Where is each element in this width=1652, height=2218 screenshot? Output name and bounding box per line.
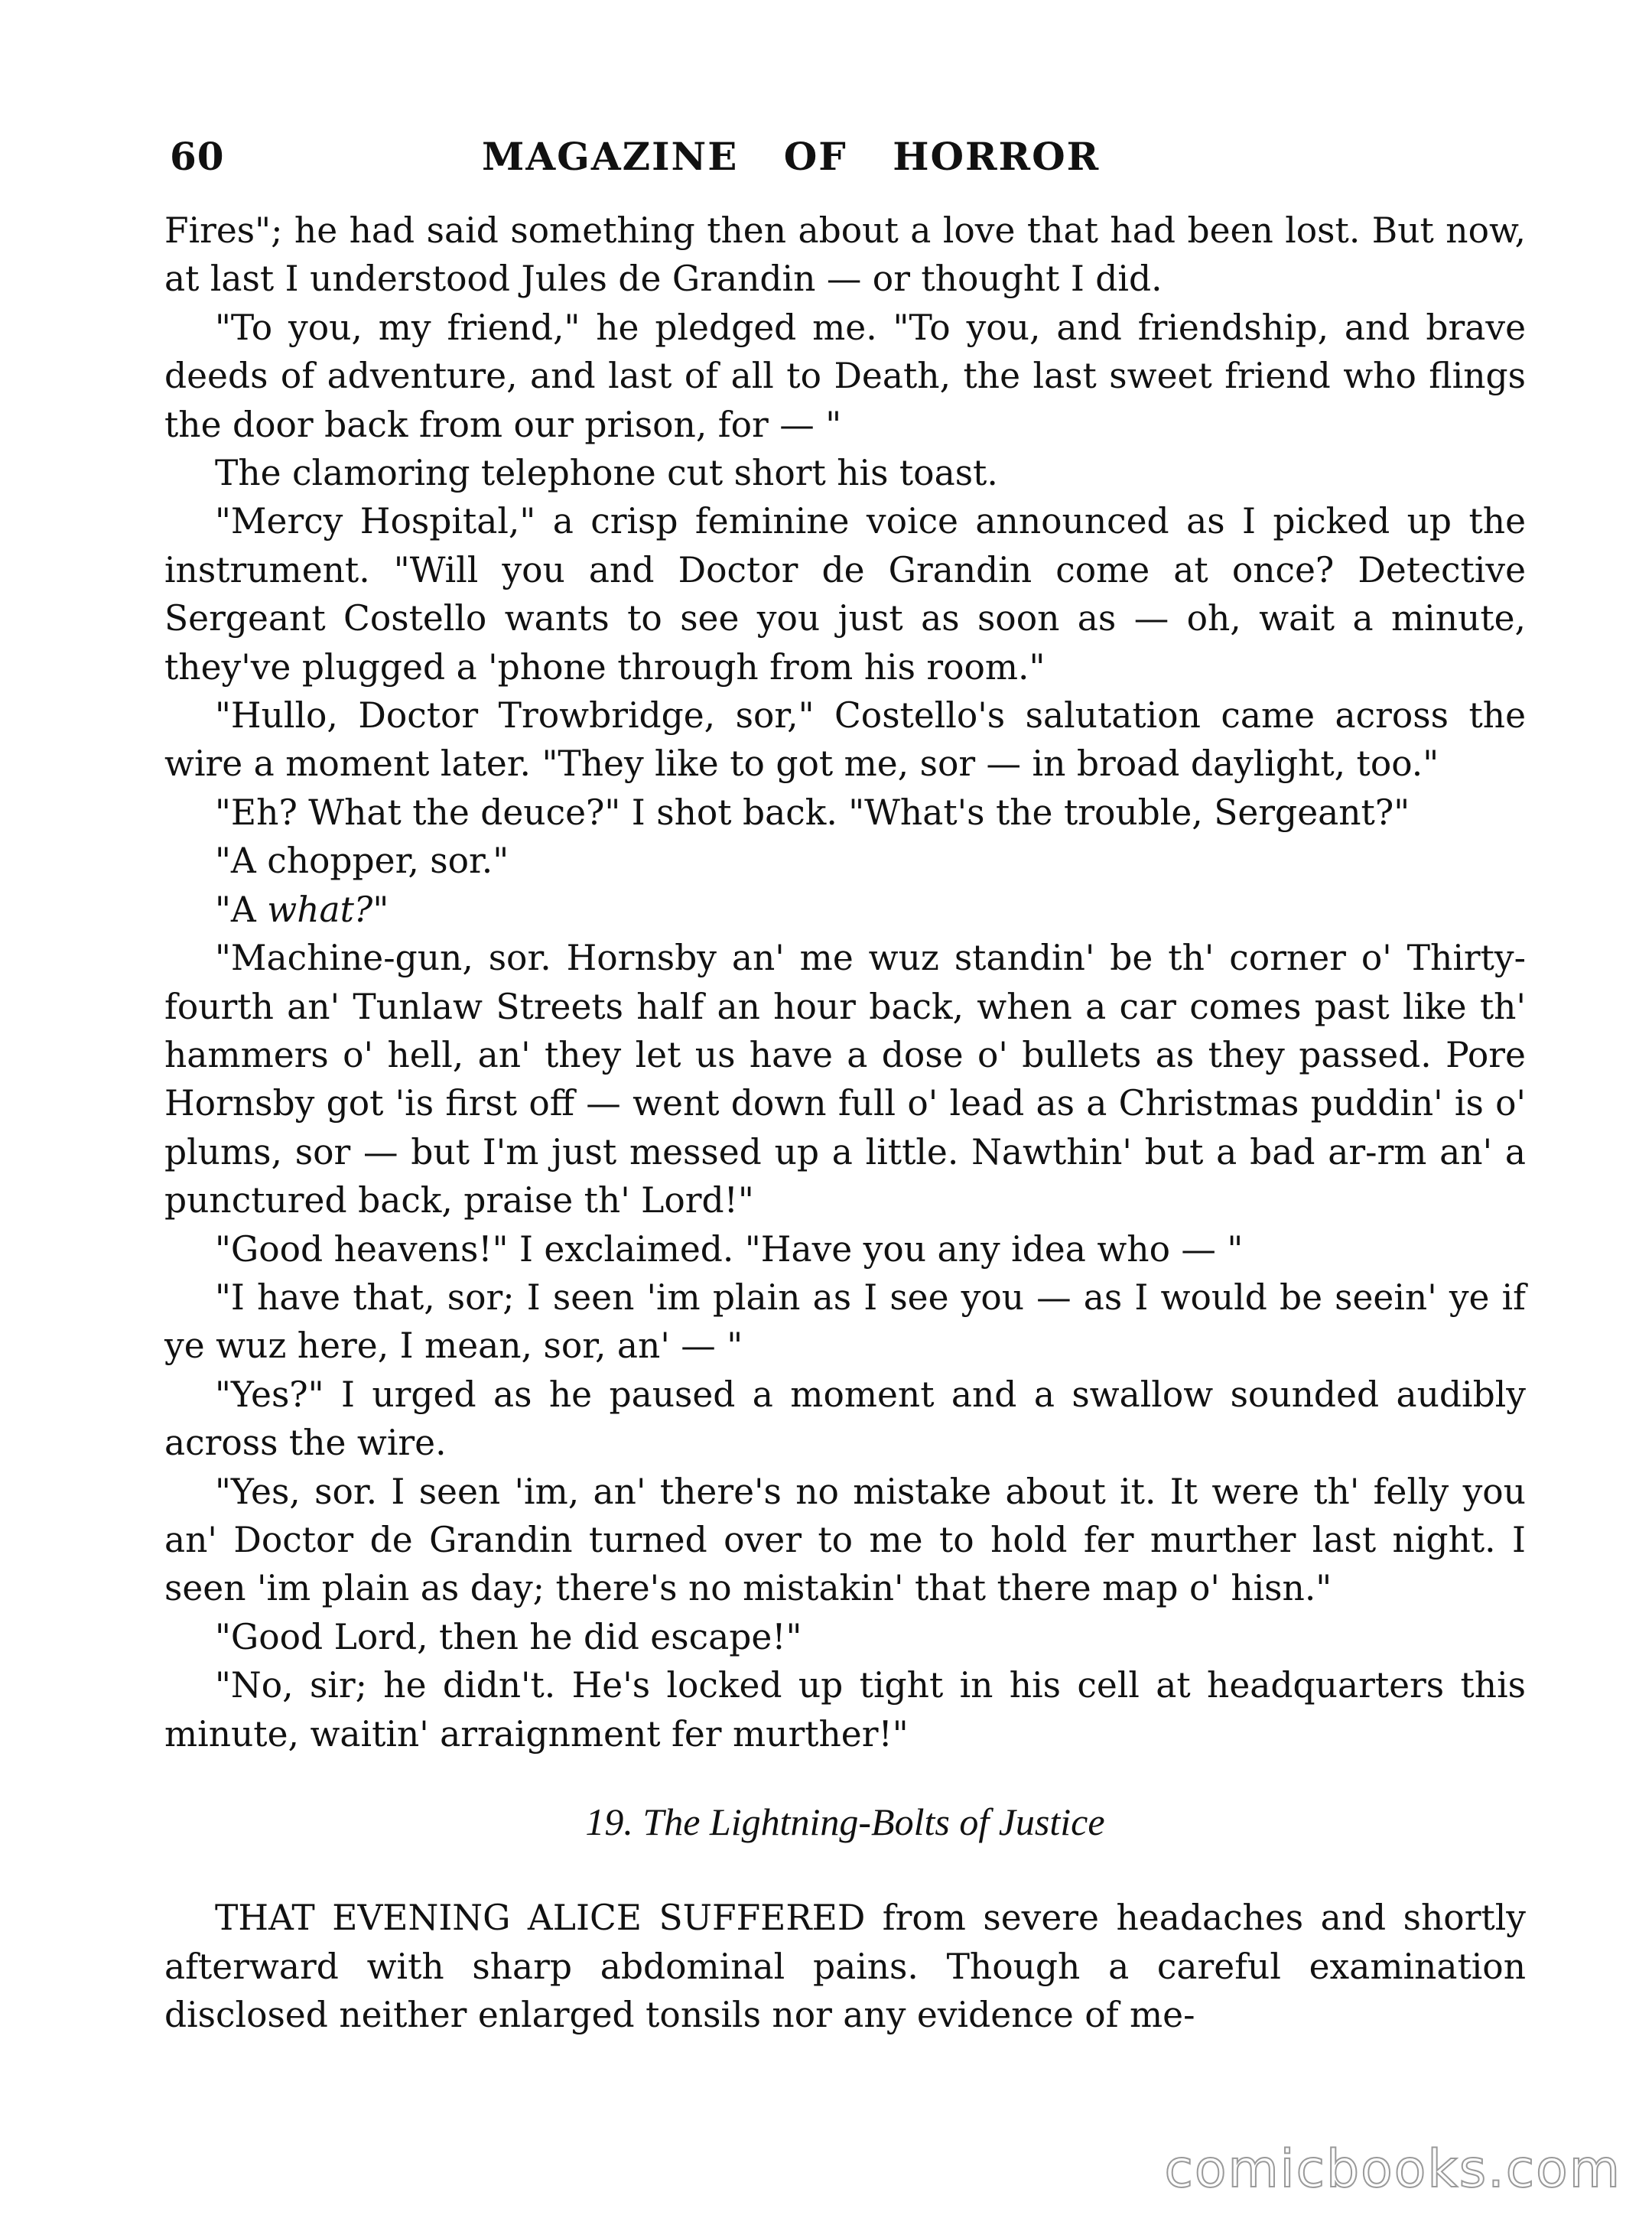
paragraph: "A chopper, sor." [215,841,509,882]
paragraph: "Good Lord, then he did escape!" [215,1616,802,1657]
paragraph: "Yes, sor. I seen 'im, an' there's no mistake about it. It were th' felly you an' Doctor de Grandin turned over to me to hold fer murther last night. I seen 'im plain as day; there's no mistakin' that there map o' hisn." [164,1471,1526,1609]
paragraph [164,886,1526,934]
closing-quote: " [372,889,389,930]
watermark-logo: comicbooks.com [1164,2139,1621,2200]
story-text [164,207,1526,2040]
paragraph: The clamoring telephone cut short his toast. [215,453,998,494]
paragraph: "Yes?" I urged as he paused a moment and a swallow sounded audibly across the wire. [164,1374,1526,1464]
paragraph: "I have that, sor; I seen 'im plain as I see you — as I would be seein' ye if ye wuz here, I mean, sor, an' — " [164,1276,1526,1367]
page-number: 60 [170,134,225,179]
italic-word: what? [267,889,373,930]
paragraph-text: "A [215,889,268,930]
page-header [170,134,1516,195]
paragraph: "To you, my friend," he pledged me. "To you, and friendship, and brave deeds of adventure, and last of all to Death, the last sweet friend who flings the door back from our prison, for — " [164,307,1526,445]
paragraph: "Hullo, Doctor Trowbridge, sor," Costello's salutation came across the wire a moment later. "They like to got me, sor — in broad daylight, too." [164,695,1526,785]
paragraph: Fires"; he had said something then about a love that had been lost. But now, at last I understood Jules de Grandin — or thought I did. [164,210,1526,300]
paragraph: "Eh? What the deuce?" I shot back. "What's the trouble, Sergeant?" [215,792,1410,833]
running-head: MAGAZINE OF HORROR [482,134,1101,179]
paragraph: "Mercy Hospital," a crisp feminine voice announced as I picked up the instrument. "Will you and Doctor de Grandin come at once? Detective Sergeant Costello wants to see you just as soon as — oh, wait a minute, they've plugged a 'phone through from his room." [164,501,1526,688]
paragraph: "Machine-gun, sor. Hornsby an' me wuz standin' be th' corner o' Thirty-fourth an' Tunlaw Streets half an hour back, when a car comes past like th' hammers o' hell, an' they let us have a dose o' bullets as they passed. Pore Hornsby got 'is first off — went down full o' lead as a Christmas puddin' is o' plums, sor — but I'm just messed up a little. Nawthin' but a bad ar-rm an' a punctured back, praise th' Lord!" [164,938,1526,1221]
section-paragraph: THAT EVENING ALICE SUFFERED from severe headaches and shortly afterward with sharp abdominal pains. Though a careful examination disclosed neither enlarged tonsils nor any evidence of me- [164,1898,1526,2036]
paragraph: "No, sir; he didn't. He's locked up tight in his cell at headquarters this minute, waitin' arraignment fer murther!" [164,1665,1526,1755]
paragraph: "Good heavens!" I exclaimed. "Have you any idea who — " [215,1228,1244,1270]
section-heading: 19. The Lightning-Bolts of Justice [585,1800,1105,1843]
